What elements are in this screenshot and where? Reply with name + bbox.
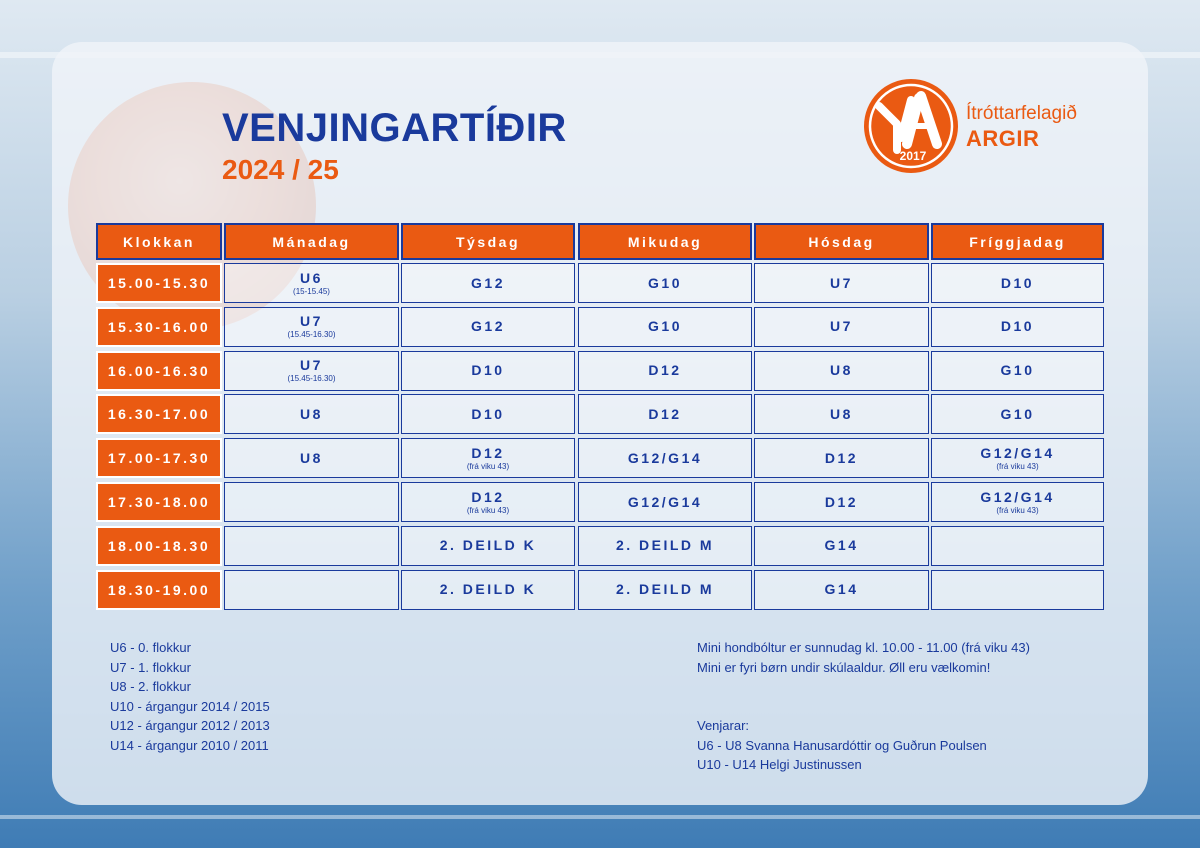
training-group: G12 — [471, 318, 505, 335]
legend-item: U7 - 1. flokkur — [110, 659, 191, 675]
schedule-cell-wednesday — [578, 570, 752, 610]
schedule-cell-monday — [224, 526, 399, 566]
emblem-year: 2017 — [899, 149, 927, 163]
schedule-cell-thursday — [754, 570, 929, 610]
time-note: (frá viku 43) — [466, 505, 510, 515]
time-slot-label: 17.30-18.00 — [96, 482, 222, 522]
coach-line: U6 - U8 Svanna Hanusardóttir og Guðrun Poulsen — [697, 737, 987, 753]
time-note: (frá viku 43) — [996, 461, 1039, 471]
column-header-time-column: Klokkan — [96, 223, 222, 260]
schedule-cell-friday — [931, 526, 1104, 566]
schedule-cell-tuesday — [401, 438, 575, 478]
legend-item: U14 - árgangur 2010 / 2011 — [110, 737, 269, 753]
schedule-cell-thursday — [754, 438, 929, 478]
season-subtitle: 2024 / 25 — [222, 154, 339, 185]
training-group: G10 — [648, 318, 682, 335]
training-group: G14 — [824, 537, 859, 554]
page-title: VENJINGARTÍÐIR — [222, 106, 567, 150]
schedule-cell-wednesday — [578, 394, 752, 434]
training-group: D12 — [648, 405, 682, 422]
time-slot-label: 15.00-15.30 — [96, 263, 222, 303]
schedule-cell-monday — [224, 394, 399, 434]
info-block — [697, 640, 1030, 777]
time-slot-label: 16.30-17.00 — [96, 394, 222, 434]
training-group: U7 — [300, 313, 323, 330]
training-group: U7 — [830, 274, 853, 291]
training-group: D10 — [471, 405, 505, 422]
training-group: 2. DEILD M — [615, 537, 715, 554]
legend-item: U6 - 0. flokkur — [110, 640, 191, 655]
time-note: (frá viku 43) — [996, 505, 1039, 515]
column-header-wednesday: Mikudag — [578, 223, 752, 260]
legend-item: U12 - árgangur 2012 / 2013 — [110, 718, 270, 733]
spacer — [697, 679, 1030, 699]
coaches-heading: Venjarar: — [697, 718, 750, 733]
training-group: D12 — [471, 444, 505, 461]
training-group: G12 — [471, 274, 505, 291]
legend-item: U10 - árgangur 2014 / 2015 — [110, 698, 270, 714]
time-note: (15-15.45) — [293, 286, 330, 296]
time-slot-label: 18.30-19.00 — [96, 570, 222, 610]
schedule-cell-tuesday — [401, 351, 575, 391]
club-name: ARGIR — [966, 126, 1040, 151]
training-group: D10 — [1000, 318, 1035, 335]
training-group: G12/G14 — [627, 493, 703, 510]
schedule-cell-monday — [224, 438, 399, 478]
training-group: G12/G14 — [980, 488, 1055, 505]
argir-emblem-icon — [863, 78, 959, 174]
training-group: G10 — [648, 274, 682, 291]
training-group: G10 — [1000, 405, 1035, 422]
column-header-monday: Mánadag — [224, 223, 399, 260]
training-group: D12 — [648, 362, 682, 379]
training-group: 2. DEILD M — [615, 581, 715, 598]
time-note: (15.45-16.30) — [287, 330, 336, 340]
schedule-cell-friday — [931, 351, 1104, 391]
column-header-tuesday: Týsdag — [401, 223, 575, 260]
schedule-cell-friday — [931, 307, 1104, 347]
training-group: 2. DEILD K — [439, 537, 537, 554]
schedule-cell-wednesday — [578, 307, 752, 347]
schedule-cell-thursday — [754, 526, 929, 566]
training-group: G12/G14 — [980, 444, 1055, 461]
training-group: 2. DEILD K — [439, 581, 537, 598]
mini-handball-info: Mini hondbóltur er sunnudag kl. 10.00 - 11.00 (frá viku 43) — [697, 640, 1030, 655]
schedule-cell-thursday — [754, 351, 929, 391]
schedule-cell-wednesday — [578, 351, 752, 391]
training-group: U8 — [300, 405, 323, 422]
time-note: (frá viku 43) — [466, 461, 510, 471]
schedule-cell-friday — [931, 263, 1104, 303]
schedule-cell-thursday — [754, 394, 929, 434]
club-name-prefix: Ítróttarfelagið — [966, 103, 1077, 124]
time-slot-label: 17.00-17.30 — [96, 438, 222, 478]
time-slot-label: 15.30-16.00 — [96, 307, 222, 347]
mini-handball-welcome: Mini er fyri børn undir skúlaaldur. Øll eru vælkomin! — [697, 659, 991, 675]
schedule-cell-monday — [224, 351, 399, 391]
column-header-friday: Fríggjadag — [931, 223, 1104, 260]
training-group: D10 — [471, 362, 505, 379]
training-group: D12 — [824, 493, 859, 510]
training-group: G12/G14 — [627, 449, 703, 466]
schedule-cell-wednesday — [578, 263, 752, 303]
schedule-cell-tuesday — [401, 394, 575, 434]
schedule-cell-tuesday — [401, 482, 575, 522]
schedule-cell-friday — [931, 482, 1104, 522]
schedule-cell-monday — [224, 570, 399, 610]
spacer — [697, 699, 1030, 719]
schedule-cell-monday — [224, 307, 399, 347]
schedule-cell-thursday — [754, 482, 929, 522]
schedule-cell-monday — [224, 263, 399, 303]
training-group: U7 — [300, 357, 323, 374]
schedule-cell-tuesday — [401, 263, 575, 303]
legend-item: U8 - 2. flokkur — [110, 679, 191, 694]
schedule-cell-wednesday — [578, 438, 752, 478]
column-header-thursday: Hósdag — [754, 223, 929, 260]
schedule-cell-friday — [931, 394, 1104, 434]
schedule-cell-monday — [224, 482, 399, 522]
training-group: U7 — [830, 318, 853, 335]
age-group-legend — [110, 640, 270, 757]
schedule-cell-thursday — [754, 307, 929, 347]
schedule-cell-tuesday — [401, 526, 575, 566]
coach-line: U10 - U14 Helgi Justinussen — [697, 757, 862, 772]
training-group: U6 — [300, 269, 323, 286]
schedule-cell-wednesday — [578, 482, 752, 522]
training-group: U8 — [830, 362, 853, 379]
training-group: D12 — [824, 449, 859, 466]
training-group: D12 — [471, 488, 505, 505]
training-group: D10 — [1000, 274, 1035, 291]
schedule-cell-friday — [931, 438, 1104, 478]
schedule-cell-tuesday — [401, 307, 575, 347]
training-group: U8 — [830, 405, 853, 422]
training-group: G14 — [824, 581, 859, 598]
time-slot-label: 18.00-18.30 — [96, 526, 222, 566]
schedule-cell-friday — [931, 570, 1104, 610]
schedule-cell-thursday — [754, 263, 929, 303]
training-group: U8 — [300, 449, 323, 466]
schedule-cell-tuesday — [401, 570, 575, 610]
training-group: G10 — [1000, 362, 1035, 379]
time-note: (15.45-16.30) — [287, 374, 336, 384]
court-line — [0, 815, 1200, 819]
schedule-cell-wednesday — [578, 526, 752, 566]
time-slot-label: 16.00-16.30 — [96, 351, 222, 391]
club-logo — [863, 78, 1093, 188]
